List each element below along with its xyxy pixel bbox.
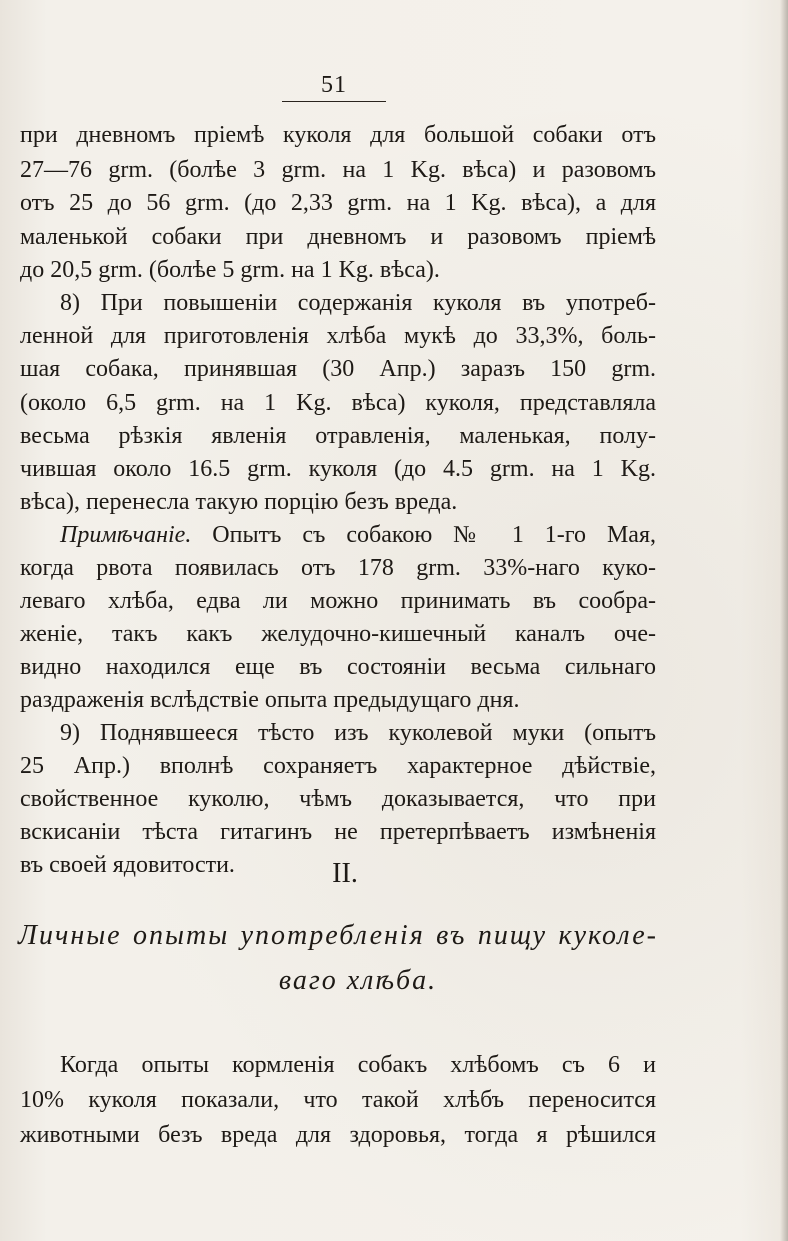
text-line: женіе, такъ какъ желудочно-кишечный каналъ оче-	[20, 621, 656, 647]
note-first-line-text: Опытъ съ собакою № 1 1-го Мая,	[212, 522, 656, 548]
text-line: видно находился еще въ состояніи весьма сильнаго	[20, 654, 656, 680]
text-line: когда рвота появилась отъ 178 grm. 33%-наго куко-	[20, 555, 656, 581]
section-title-line-1: Личные опыты употребленія въ пищу куколе-	[18, 920, 658, 951]
text-line: 8) При повышеніи содержанія куколя въ употреб-	[60, 290, 656, 316]
text-line: при дневномъ пріемѣ куколя для большой собаки отъ	[20, 122, 656, 148]
text-line: раздраженія вслѣдствіе опыта предыдущаго дня.	[20, 687, 520, 713]
text-line: чившая около 16.5 grm. куколя (до 4.5 grm. на 1 Kg.	[20, 456, 656, 482]
text-line: леваго хлѣба, едва ли можно принимать въ сообра-	[20, 588, 656, 614]
text-line: 27—76 grm. (болѣе 3 grm. на 1 Kg. вѣса) и разовомъ	[20, 157, 656, 183]
text-line: вскисаніи тѣста гитагинъ не претерпѣваетъ измѣненія	[20, 819, 656, 845]
text-line: въ своей ядовитости.	[20, 852, 235, 878]
text-line: 10% куколя показали, что такой хлѣбъ переносится	[20, 1087, 656, 1113]
text-line: ленной для приготовленія хлѣба мукѣ до 33,3%, боль-	[20, 323, 656, 349]
text-line: шая собака, принявшая (30 Апр.) заразъ 150 grm.	[20, 356, 656, 382]
text-line: Когда опыты кормленія собакъ хлѣбомъ съ 6 и	[60, 1052, 656, 1078]
text-line: отъ 25 до 56 grm. (до 2,33 grm. на 1 Kg. вѣса), а для	[20, 190, 656, 216]
section-number: II.	[332, 858, 358, 889]
text-line: 9) Поднявшееся тѣсто изъ куколевой муки (опытъ	[60, 720, 656, 746]
text-line: 25 Апр.) вполнѣ сохраняетъ характерное дѣйствіе,	[20, 753, 656, 779]
text-line: (около 6,5 grm. на 1 Kg. вѣса) куколя, представляла	[20, 390, 656, 416]
text-line: весьма рѣзкія явленія отравленія, маленькая, полу-	[20, 423, 656, 449]
note-first-line	[60, 520, 656, 550]
page-number-rule	[282, 101, 386, 102]
section-title-line-2: ваго хлѣба.	[278, 965, 438, 996]
text-line: маленькой собаки при дневномъ и разовомъ пріемѣ	[20, 224, 656, 250]
page-edge-shadow	[780, 0, 788, 1241]
text-line: животными безъ вреда для здоровья, тогда я рѣшился	[20, 1122, 656, 1148]
text-line: до 20,5 grm. (болѣе 5 grm. на 1 Kg. вѣса).	[20, 257, 440, 283]
note-label: Примѣчаніе.	[60, 522, 192, 548]
text-line: свойственное куколю, чѣмъ доказывается, что при	[20, 786, 656, 812]
text-line: вѣса), перенесла такую порцію безъ вреда.	[20, 489, 458, 515]
page-number: 51	[321, 72, 347, 98]
